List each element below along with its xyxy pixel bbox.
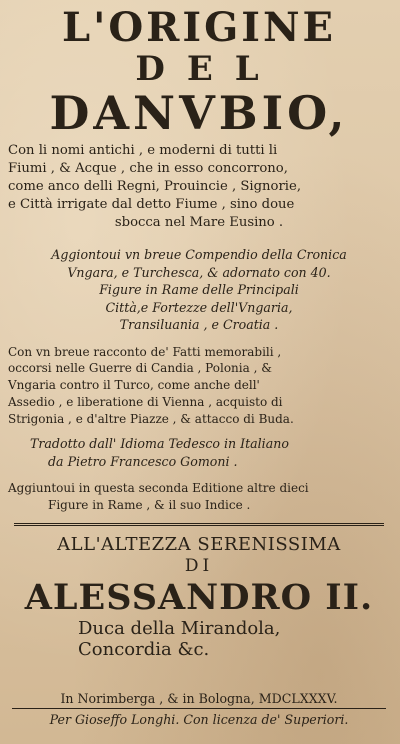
description-paragraph [8,142,390,232]
description-line: sbocca nel Mare Eusino . [114,215,284,230]
account-line: Vngaria contro il Turco, come anche dell' [8,378,260,393]
description-line: Con li nomi antichi , e moderni di tutti li [8,143,278,158]
additions-line: Transiluania , e Croatia . [119,317,279,332]
imprint-block [8,690,390,728]
dedication-line-2: DI [184,556,214,577]
title-line-3: DANVBIO, [49,86,349,140]
description-line: e Città irrigate dal detto Fiume , sino doue [8,197,295,212]
account-line: Strigonia , e d'altre Piazze , & attacco di Buda. [8,411,294,426]
account-line: Con vn breue racconto de' Fatti memorabili , [8,344,282,359]
translation-paragraph [8,435,390,470]
account-line: occorsi nelle Guerre di Candia , Polonia , & [8,361,272,376]
imprint-rule [12,708,386,709]
account-paragraph [8,344,390,428]
additions-line: Città,e Fortezze dell'Vngaria, [105,299,293,315]
dedication-line-1: ALL'ALTEZZA SERENISSIMA [57,534,341,556]
duke-title-line-2: Concordia &c. [78,639,210,661]
dedication-block [8,534,390,618]
duke-title-line-1: Duca della Mirandola, [78,618,281,640]
second-edition-line: Figure in Rame , & il suo Indice . [48,497,251,512]
translation-line: Tradotto dall' Idioma Tedesco in Italiano [30,436,289,452]
additions-paragraph [8,246,390,334]
imprint-line-1: In Norimberga , & in Bologna, MDCLXXXV. [60,691,338,707]
description-line: Fiumi , & Acque , che in esso concorrono, [8,161,288,176]
title-line-2: DEL [135,49,281,89]
description-line: come anco delli Regni, Prouincie , Signorie, [8,179,302,194]
divider-rule [14,523,384,528]
account-line: Assedio , e liberatione di Vienna , acquisto di [8,394,283,409]
second-edition-paragraph [8,480,390,513]
additions-line: Aggiontoui vn breue Compendio della Cronica [51,247,347,262]
title-line-1: L'ORIGINE [61,4,337,51]
dedicatee-name: ALESSANDRO II. [24,577,374,619]
main-title [8,6,390,138]
second-edition-line: Aggiuntoui in questa seconda Editione altre dieci [8,481,309,496]
additions-line: Vngara, e Turchesca, & adornato con 40. [67,264,331,280]
translation-line: da Pietro Francesco Gomoni . [48,453,238,469]
additions-line: Figure in Rame delle Principali [99,282,299,297]
imprint-line-2: Per Gioseffo Longhi. Con licenza de' Superiori. [49,712,349,728]
